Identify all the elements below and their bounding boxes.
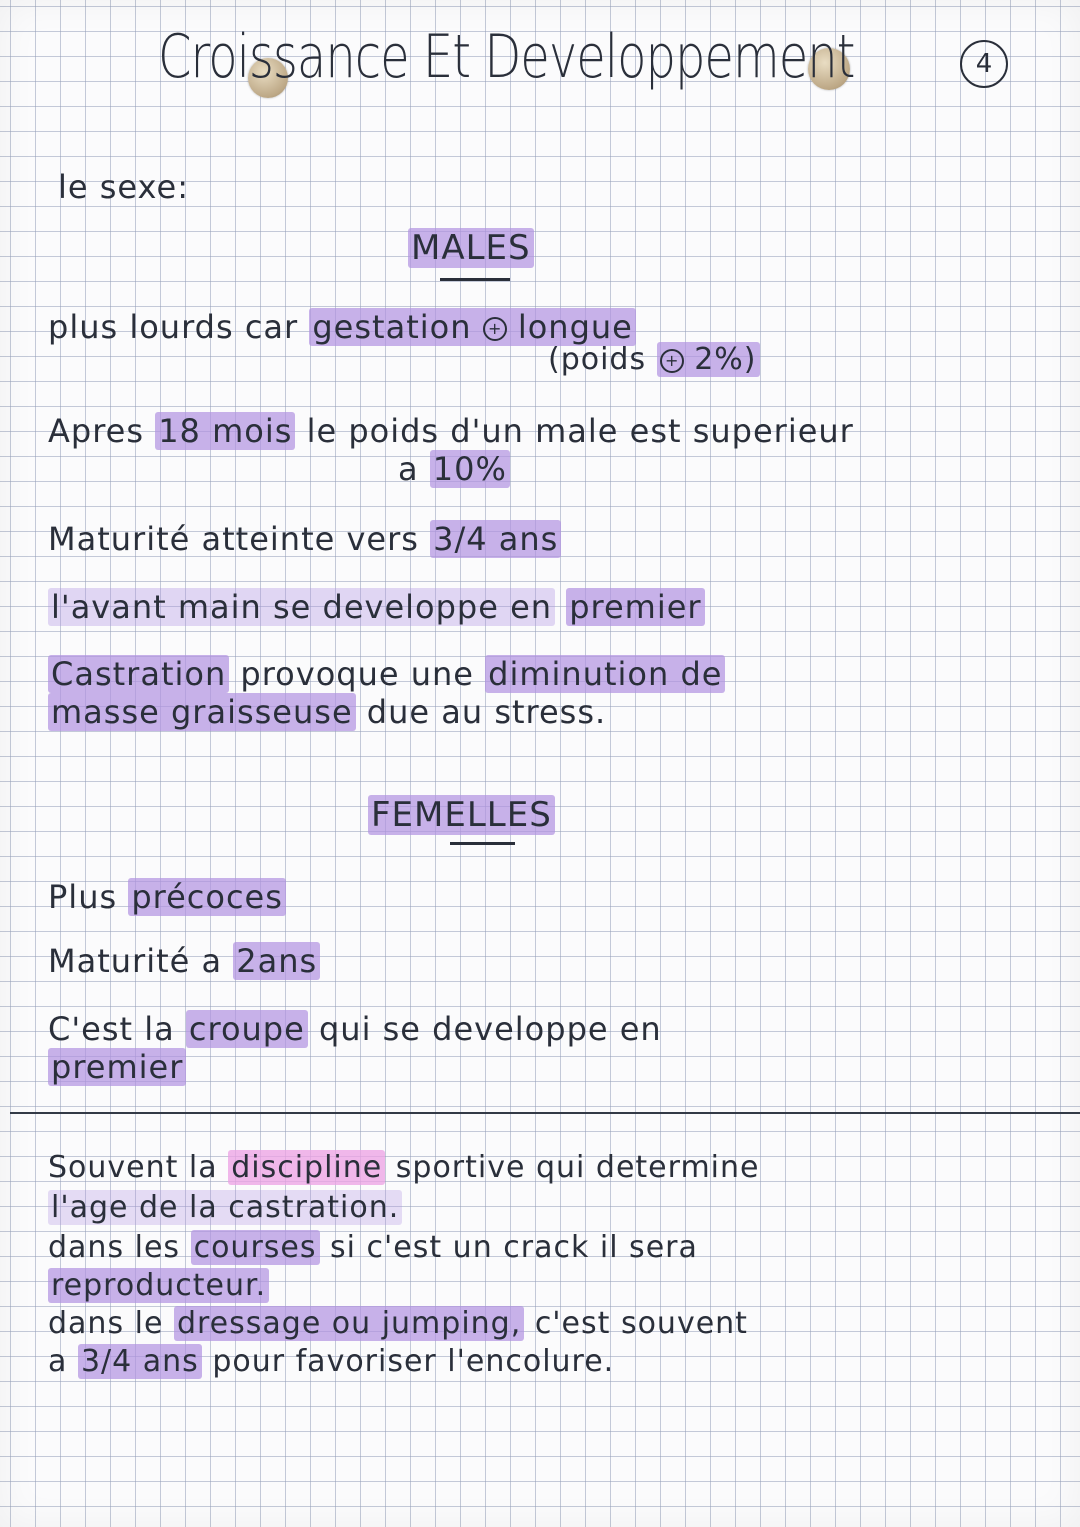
masse-highlight: masse graisseuse — [48, 693, 356, 731]
stress-text: due au stress. — [366, 693, 607, 731]
crack-text: si c'est un crack il sera — [330, 1230, 698, 1265]
note-line-2 — [48, 1190, 402, 1225]
longue-word: longue — [517, 308, 633, 346]
femelles-line-2 — [48, 942, 320, 980]
provoque-text: provoque une — [240, 655, 474, 693]
males-line-2 — [48, 412, 854, 450]
femelles-heading-text: FEMELLES — [368, 795, 555, 835]
reproducteur-highlight: reproducteur. — [48, 1268, 269, 1303]
males-line-6 — [48, 693, 606, 731]
males-line-3 — [48, 520, 561, 558]
two-percent: 2%) — [694, 342, 757, 377]
a-word: a — [398, 450, 419, 488]
courses-highlight: courses — [191, 1230, 320, 1265]
males-line-1b — [548, 342, 760, 377]
femelles-line-1 — [48, 878, 286, 916]
plus-word: Plus — [48, 878, 118, 916]
two-years-highlight: 2ans — [233, 942, 320, 980]
femelles-heading — [368, 795, 555, 835]
males-line-4 — [48, 588, 705, 626]
a-word-2: a — [48, 1344, 68, 1379]
note-line-4 — [48, 1268, 269, 1303]
dans-le-text: dans le — [48, 1306, 164, 1341]
maturity-age-highlight: 3/4 ans — [430, 520, 561, 558]
males-heading-text: MALES — [408, 228, 534, 268]
dressage-highlight: dressage ou jumping, — [174, 1306, 524, 1341]
males-line-1 — [48, 308, 636, 346]
apres-word: Apres — [48, 412, 145, 450]
sportive-text: sportive qui determine — [395, 1150, 760, 1185]
croupe-highlight: croupe — [186, 1010, 308, 1048]
note-line-5 — [48, 1306, 748, 1341]
plus-circle-icon: + — [660, 349, 684, 373]
premier-highlight-femelles: premier — [48, 1048, 186, 1086]
ten-percent-highlight: 10% — [430, 450, 510, 488]
note-line-6 — [48, 1344, 614, 1379]
cest-la-text: C'est la — [48, 1010, 175, 1048]
males-line-5 — [48, 655, 725, 693]
femelles-line-4 — [48, 1048, 186, 1086]
males-line-2b — [398, 450, 510, 488]
plus-circle-icon: + — [483, 317, 507, 341]
page-number: 4 — [960, 40, 1008, 88]
discipline-highlight: discipline — [228, 1150, 385, 1185]
eighteen-months-highlight: 18 mois — [155, 412, 295, 450]
femelles-heading-underline — [450, 842, 515, 845]
males-heading-underline — [440, 278, 510, 281]
developpe-text: qui se developpe en — [318, 1010, 662, 1048]
males-line-1-highlight — [309, 308, 636, 346]
souvent-text: Souvent la — [48, 1150, 218, 1185]
poids-word: (poids — [548, 342, 647, 377]
dans-les-text: dans les — [48, 1230, 181, 1265]
souvent-text-2: c'est souvent — [534, 1306, 748, 1341]
age-castration-text: l'age de la castration. — [48, 1190, 402, 1225]
page-title: Croissance Et Developpement — [158, 22, 855, 92]
males-heading — [408, 228, 534, 268]
intro-label: le sexe: — [58, 168, 189, 206]
males-line-1b-highlight — [657, 342, 760, 377]
maturite-text: Maturité a — [48, 942, 223, 980]
diminution-highlight: diminution de — [485, 655, 725, 693]
precoces-highlight: précoces — [128, 878, 286, 916]
males-line-1-text: plus lourds car — [48, 308, 299, 346]
gestation-word: gestation — [312, 308, 472, 346]
femelles-line-3 — [48, 1010, 662, 1048]
avant-main-text: l'avant main se developpe en — [48, 588, 555, 626]
section-divider — [10, 1112, 1080, 1114]
three-four-years-highlight: 3/4 ans — [78, 1344, 202, 1379]
maturity-text: Maturité atteinte vers — [48, 520, 419, 558]
favoriser-text: pour favoriser l'encolure. — [212, 1344, 615, 1379]
males-line-2-text: le poids d'un male est superieur — [306, 412, 854, 450]
castration-highlight: Castration — [48, 655, 229, 693]
premier-highlight: premier — [566, 588, 704, 626]
note-line-3 — [48, 1230, 698, 1265]
note-line-1 — [48, 1150, 759, 1185]
